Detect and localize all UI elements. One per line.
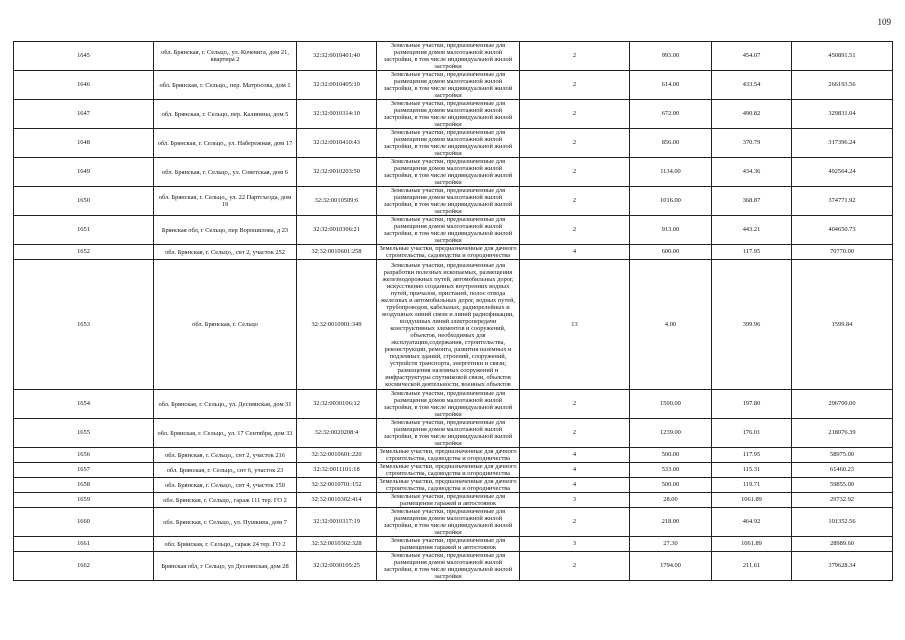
area-cell: 500.00 xyxy=(630,478,712,493)
cadastral-number-cell: 32:32:0010410:43 xyxy=(297,129,377,158)
group-cell: 2 xyxy=(520,158,630,187)
table-row xyxy=(14,390,893,419)
cadastral-value-cell: 61460.23 xyxy=(792,463,893,478)
cadastral-number-cell: 32:32:0010314:10 xyxy=(297,100,377,129)
row-number: 1662 xyxy=(14,552,154,581)
cadastral-value-cell: 329831.04 xyxy=(792,100,893,129)
area-cell: 1794.00 xyxy=(630,552,712,581)
row-number: 1660 xyxy=(14,508,154,537)
group-cell: 2 xyxy=(520,187,630,216)
cadastral-number-cell: 32:32:0010701:152 xyxy=(297,478,377,493)
group-cell: 2 xyxy=(520,129,630,158)
land-use-cell: Земельные участки, предназначенные для размещения домов малоэтажной жилой застройки, в том числе индивидуальной жилой застройки xyxy=(377,158,520,187)
cadastral-value-cell: 59855.00 xyxy=(792,478,893,493)
row-number: 1647 xyxy=(14,100,154,129)
cadastral-number-cell: 32:32:0020208:4 xyxy=(297,419,377,448)
row-number: 1646 xyxy=(14,71,154,100)
table-row xyxy=(14,260,893,390)
cadastral-number-cell: 32:32:0030105:25 xyxy=(297,552,377,581)
group-cell: 2 xyxy=(520,552,630,581)
land-use-cell: Земельные участки, предназначенные для размещения домов малоэтажной жилой застройки, в том числе индивидуальной жилой застройки xyxy=(377,419,520,448)
cadastral-number-cell: 32:32:0010302:328 xyxy=(297,537,377,552)
cadastral-value-cell: 450891.51 xyxy=(792,42,893,71)
land-use-cell: Земельные участки, предназначенные для размещения гаражей и автостоянок xyxy=(377,493,520,508)
address-cell: обл. Брянская, г. Сельцо,, ул. 22 Партсъезда, дом 19 xyxy=(154,187,297,216)
row-number: 1657 xyxy=(14,463,154,478)
row-number: 1649 xyxy=(14,158,154,187)
table-body xyxy=(14,42,893,581)
row-number: 1658 xyxy=(14,478,154,493)
land-use-cell: Земельные участки, предназначенные для размещения домов малоэтажной жилой застройки, в том числе индивидуальной жилой застройки xyxy=(377,216,520,245)
group-cell: 2 xyxy=(520,42,630,71)
address-cell: обл. Брянская, г. Сельцо,, ул. Набережная, дом 17 xyxy=(154,129,297,158)
table-row xyxy=(14,216,893,245)
area-cell: 4.00 xyxy=(630,260,712,390)
row-number: 1652 xyxy=(14,245,154,260)
cadastral-value-cell: 266193.56 xyxy=(792,71,893,100)
rate-cell: 119.71 xyxy=(712,478,792,493)
group-cell: 4 xyxy=(520,448,630,463)
cadastral-value-cell: 218076.39 xyxy=(792,419,893,448)
cadastral-value-cell: 101352.56 xyxy=(792,508,893,537)
table-row xyxy=(14,245,893,260)
land-use-cell: Земельные участки, предназначенные для разработки полезных ископаемых, размещения железнодорожных путей, автомобильных дорог, искусственно созданных внутренних водных путей, причалов, пристаней, полос отвода железных и автомобильных дорог, водных путей, трубопроводов, кабельных, радиорелейных и воздушных линий связи и линий радиофикации, воздушных линий электропередачи конструктивных элементов и сооружений, объектов, необходимых для эксплуатации,содержания, строительства, реконструкции, ремонта, развития наземных и подземных зданий, строений, сооружений, устройств транспорта, энергетики и связи; размещения наземных сооружений и инфраструктуры спутниковой связи, объектов космической деятельности, военных объектов xyxy=(377,260,520,390)
cadastral-value-cell: 404650.73 xyxy=(792,216,893,245)
row-number: 1655 xyxy=(14,419,154,448)
land-use-cell: Земельные участки, предназначенные для размещения домов малоэтажной жилой застройки, в том числе индивидуальной жилой застройки xyxy=(377,42,520,71)
cadastral-value-cell: 379628.34 xyxy=(792,552,893,581)
rate-cell: 454.07 xyxy=(712,42,792,71)
land-use-cell: Земельные участки, предназначенные для размещения домов малоэтажной жилой застройки, в том числе индивидуальной жилой застройки xyxy=(377,100,520,129)
area-cell: 28.00 xyxy=(630,493,712,508)
area-cell: 1016.00 xyxy=(630,187,712,216)
cadastral-value-cell: 317396.24 xyxy=(792,129,893,158)
cadastral-number-cell: 32:32:0010203:50 xyxy=(297,158,377,187)
address-cell: обл. Брянская, г. Сельцо,, гараж 24 тер. ГО 2 xyxy=(154,537,297,552)
address-cell: обл. Брянская, г. Сельцо,, ул. Деснянская, дом 31 xyxy=(154,390,297,419)
row-number: 1653 xyxy=(14,260,154,390)
table-row xyxy=(14,463,893,478)
cadastral-number-cell: 32:32:0010302:414 xyxy=(297,493,377,508)
rate-cell: 117.95 xyxy=(712,448,792,463)
area-cell: 1239.00 xyxy=(630,419,712,448)
land-use-cell: Земельные участки, предназначенные для размещения домов малоэтажной жилой застройки, в том числе индивидуальной жилой застройки xyxy=(377,390,520,419)
rate-cell: 490.82 xyxy=(712,100,792,129)
group-cell: 2 xyxy=(520,71,630,100)
group-cell: 2 xyxy=(520,508,630,537)
rate-cell: 115.31 xyxy=(712,463,792,478)
cadastral-value-cell: 29732.92 xyxy=(792,493,893,508)
rate-cell: 176.01 xyxy=(712,419,792,448)
row-number: 1648 xyxy=(14,129,154,158)
cadastral-number-cell: 32:32:0010306:21 xyxy=(297,216,377,245)
table-row xyxy=(14,100,893,129)
area-cell: 500.00 xyxy=(630,448,712,463)
address-cell: обл. Брянская, г. Сельцо,, снт 6, участок 23 xyxy=(154,463,297,478)
land-register-table xyxy=(13,41,893,581)
rate-cell: 117.95 xyxy=(712,245,792,260)
group-cell: 2 xyxy=(520,100,630,129)
row-number: 1661 xyxy=(14,537,154,552)
area-cell: 1134.00 xyxy=(630,158,712,187)
cadastral-value-cell: 58975.00 xyxy=(792,448,893,463)
row-number: 1645 xyxy=(14,42,154,71)
address-cell: обл. Брянская, г. Сельцо,, снт 2, участок 216 xyxy=(154,448,297,463)
cadastral-value-cell: 70770.00 xyxy=(792,245,893,260)
group-cell: 4 xyxy=(520,245,630,260)
table-row xyxy=(14,42,893,71)
table-row xyxy=(14,158,893,187)
cadastral-number-cell: 32:32:0010317:19 xyxy=(297,508,377,537)
area-cell: 672.00 xyxy=(630,100,712,129)
rate-cell: 1061.89 xyxy=(712,537,792,552)
area-cell: 913.00 xyxy=(630,216,712,245)
rate-cell: 1061.89 xyxy=(712,493,792,508)
address-cell: обл. Брянская, г. Сельцо xyxy=(154,260,297,390)
address-cell: обл. Брянская, г. Сельцо,, ул. Советская, дом 6 xyxy=(154,158,297,187)
area-cell: 856.00 xyxy=(630,129,712,158)
row-number: 1659 xyxy=(14,493,154,508)
rate-cell: 197.80 xyxy=(712,390,792,419)
land-use-cell: Земельные участки, предназначенные для дачного строительства, садоводства и огородничества xyxy=(377,463,520,478)
group-cell: 4 xyxy=(520,478,630,493)
area-cell: 27.30 xyxy=(630,537,712,552)
cadastral-number-cell: 32:32:0030106:12 xyxy=(297,390,377,419)
cadastral-value-cell: 1599.84 xyxy=(792,260,893,390)
group-cell: 4 xyxy=(520,463,630,478)
land-use-cell: Земельные участки, предназначенные для размещения домов малоэтажной жилой застройки, в том числе индивидуальной жилой застройки xyxy=(377,552,520,581)
rate-cell: 399.96 xyxy=(712,260,792,390)
address-cell: обл. Брянская, г. Сельцо,, снт 2, участок 252 xyxy=(154,245,297,260)
table-row xyxy=(14,419,893,448)
address-cell: обл. Брянская, г. Сельцо,, ул. Пушкина, дом 7 xyxy=(154,508,297,537)
table-row xyxy=(14,508,893,537)
address-cell: обл. Брянская, г. Сельцо,, снт 4, участок 150 xyxy=(154,478,297,493)
address-cell: обл. Брянская, г. Сельцо,, ул. Кочевига, дом 21, квартира 2 xyxy=(154,42,297,71)
land-use-cell: Земельные участки, предназначенные для дачного строительства, садоводства и огородничества xyxy=(377,245,520,260)
land-use-cell: Земельные участки, предназначенные для дачного строительства, садоводства и огородничества xyxy=(377,448,520,463)
area-cell: 993.00 xyxy=(630,42,712,71)
address-cell: обл. Брянская, г. Сельцо, пер. Калинина, дом 5 xyxy=(154,100,297,129)
group-cell: 2 xyxy=(520,390,630,419)
row-number: 1656 xyxy=(14,448,154,463)
land-use-cell: Земельные участки, предназначенные для размещения домов малоэтажной жилой застройки, в том числе индивидуальной жилой застройки xyxy=(377,129,520,158)
table-row xyxy=(14,493,893,508)
table-row xyxy=(14,448,893,463)
address-cell: обл. Брянская, г. Сельцо,, гараж 111 тер. ГО 2 xyxy=(154,493,297,508)
table-row xyxy=(14,537,893,552)
cadastral-number-cell: 32:32:0010601:220 xyxy=(297,448,377,463)
area-cell: 614.00 xyxy=(630,71,712,100)
cadastral-value-cell: 28989.60 xyxy=(792,537,893,552)
table-row xyxy=(14,478,893,493)
area-cell: 533.00 xyxy=(630,463,712,478)
row-number: 1654 xyxy=(14,390,154,419)
area-cell: 600.00 xyxy=(630,245,712,260)
group-cell: 3 xyxy=(520,537,630,552)
land-use-cell: Земельные участки, предназначенные для размещения домов малоэтажной жилой застройки, в том числе индивидуальной жилой застройки xyxy=(377,508,520,537)
rate-cell: 370.79 xyxy=(712,129,792,158)
rate-cell: 368.87 xyxy=(712,187,792,216)
table-row xyxy=(14,552,893,581)
group-cell: 3 xyxy=(520,493,630,508)
group-cell: 2 xyxy=(520,419,630,448)
cadastral-number-cell: 32:32:0010509:6 xyxy=(297,187,377,216)
cadastral-value-cell: 374771.92 xyxy=(792,187,893,216)
table-row xyxy=(14,187,893,216)
cadastral-number-cell: 32:32:0010901:349 xyxy=(297,260,377,390)
page-number: 109 xyxy=(877,17,891,27)
table-row xyxy=(14,129,893,158)
land-use-cell: Земельные участки, предназначенные для размещения домов малоэтажной жилой застройки, в том числе индивидуальной жилой застройки xyxy=(377,187,520,216)
land-use-cell: Земельные участки, предназначенные для размещения домов малоэтажной жилой застройки, в том числе индивидуальной жилой застройки xyxy=(377,71,520,100)
rate-cell: 433.54 xyxy=(712,71,792,100)
group-cell: 2 xyxy=(520,216,630,245)
rate-cell: 434.36 xyxy=(712,158,792,187)
cadastral-number-cell: 32:32:0011101:18 xyxy=(297,463,377,478)
rate-cell: 443.21 xyxy=(712,216,792,245)
land-use-cell: Земельные участки, предназначенные для размещения гаражей и автостоянок xyxy=(377,537,520,552)
cadastral-number-cell: 32:32:0010601:258 xyxy=(297,245,377,260)
cadastral-value-cell: 492564.24 xyxy=(792,158,893,187)
address-cell: обл. Брянская, г. Сельцо,, ул. 17 Сентября, дом 33 xyxy=(154,419,297,448)
address-cell: Брянская обл, г Сельцо, пер Ворошилова, д 23 xyxy=(154,216,297,245)
area-cell: 1500.00 xyxy=(630,390,712,419)
table-row xyxy=(14,71,893,100)
cadastral-number-cell: 32:32:0010401:40 xyxy=(297,42,377,71)
cadastral-number-cell: 32:32:0010405:10 xyxy=(297,71,377,100)
cadastral-value-cell: 296700.00 xyxy=(792,390,893,419)
group-cell: 13 xyxy=(520,260,630,390)
area-cell: 218.00 xyxy=(630,508,712,537)
row-number: 1650 xyxy=(14,187,154,216)
rate-cell: 464.92 xyxy=(712,508,792,537)
address-cell: Брянская обл, г Сельцо, ул Деснянская, дом 28 xyxy=(154,552,297,581)
address-cell: обл. Брянская, г. Сельцо,, пер. Матросова, дом 1 xyxy=(154,71,297,100)
row-number: 1651 xyxy=(14,216,154,245)
rate-cell: 211.61 xyxy=(712,552,792,581)
land-use-cell: Земельные участки, предназначенные для дачного строительства, садоводства и огородничества xyxy=(377,478,520,493)
